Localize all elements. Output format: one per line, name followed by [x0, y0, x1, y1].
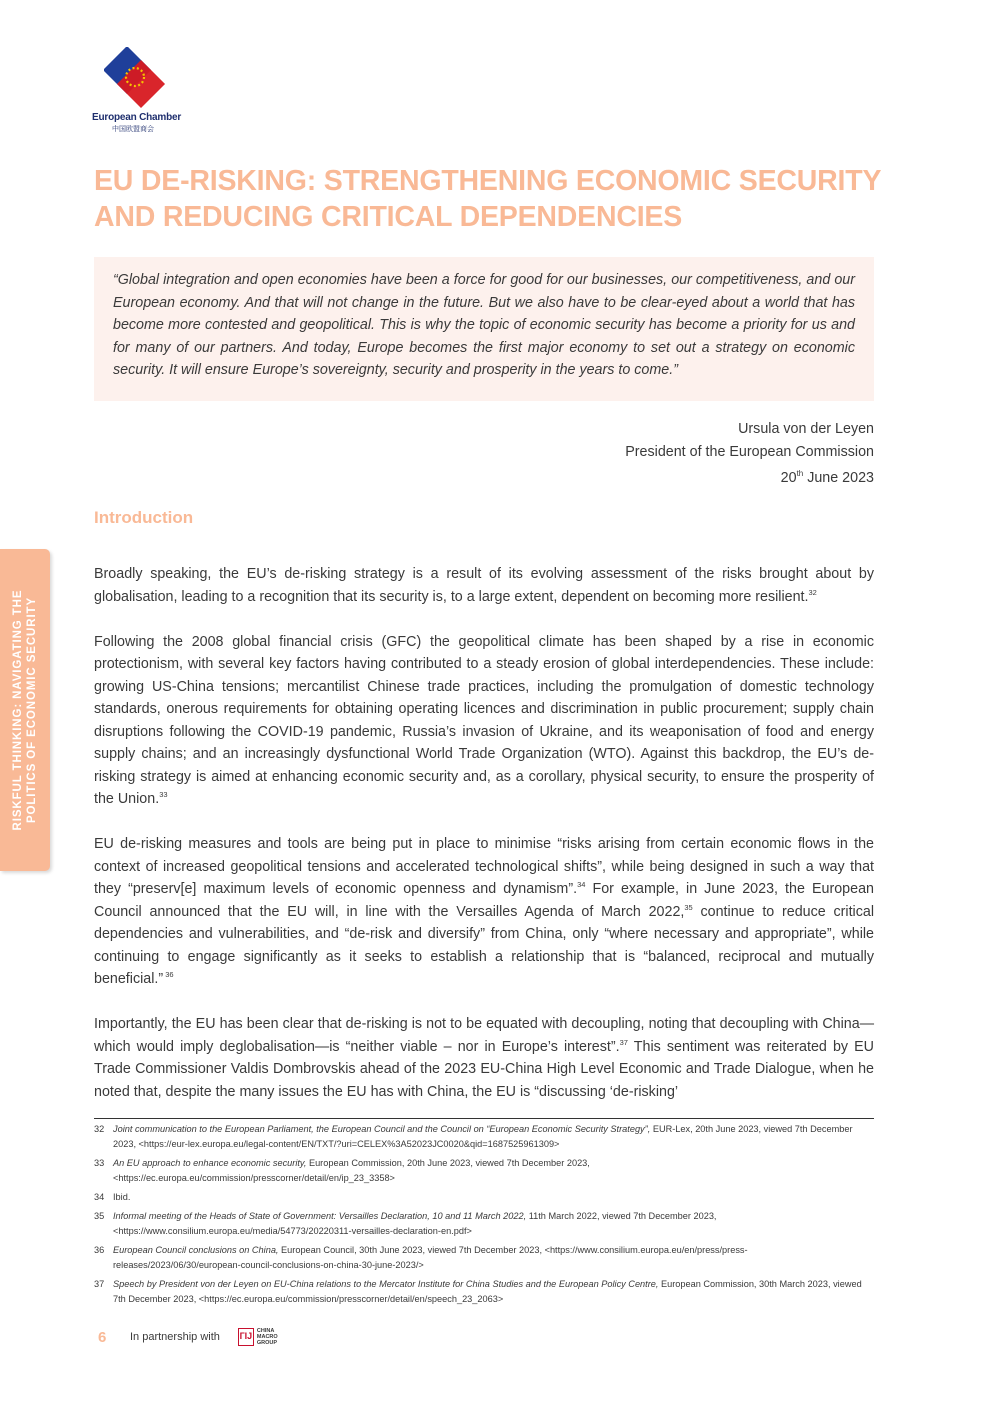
page-footer: [98, 1328, 278, 1346]
footnote: 36 European Council conclusions on China, European Council, 30th June 2023, viewed 7th December 2023, <https://www.consilium.europa.eu/en/press/press-releases/2023/06/30/european-council-conclusions-on-china-30-june-2023/>: [94, 1245, 748, 1270]
quote-box: [94, 257, 874, 401]
footnote: 32 Joint communication to the European Parliament, the European Council and the Council on “European Economic Security Strategy”, EUR-Lex, 20th June 2023, viewed 7th December 2023, <https://eur-lex.europa.eu/legal-content/EN/TXT/?uri=CELEX%3A52023JC0020&qid=1687525961309>: [94, 1124, 853, 1149]
chapter-side-tab: [0, 549, 50, 871]
paragraph-4: Importantly, the EU has been clear that de-risking is not to be equated with decoupling, noting that decoupling with China—which would imply deglobalisation—is “neither viable – nor in Europe’s interest”.$^{37}$ This sentiment was reiterated by EU Trade Commissioner Valdis Dombrovskis ahead of the 2023 EU-China High Level Economic and Trade Dialogue, when he noted that, despite the many issues the EU has with China, the EU is “discussing ‘de-risking’: [94, 1016, 874, 1100]
attribution-role: President of the European Commission: [625, 443, 874, 460]
footnote: 33 An EU approach to enhance economic security, European Commission, 20th June 2023, viewed 7th December 2023, <https://ec.europa.eu/commission/presscorner/detail/en/ip_23_3358>: [94, 1158, 590, 1183]
china-macro-group-logo: ГIJ CHINA MACRO GROUP: [239, 1328, 278, 1346]
attribution-date: 20th June 2023: [780, 469, 874, 486]
side-tab-text: RISKFUL THINKING: NAVIGATING THE POLITICS OF ECONOMIC SECURITY: [12, 589, 38, 831]
attribution-name: Ursula von der Leyen: [738, 421, 874, 437]
paragraph-3: EU de-risking measures and tools are being put in place to minimise “risks arising from certain economic flows in the context of increased geopolitical tensions and accelerated technological shifts”, while being designed in such a way that they “preserv[e] maximum levels of economic openness and dynamism”.$^{34}$ For example, in June 2023, the European Council announced that the EU will, in line with the Versailles Agenda of March 2022,35 continue to reduce critical dependencies and vulnerabilities, and “de-risk and diversify” from China, only “where necessary and appropriate”, while continuing to engage significantly as it seeks to establish a relationship that is “balanced, reciprocal and mutually beneficial.” $^{36}$: [94, 836, 875, 987]
european-chamber-logo: [92, 47, 192, 134]
footnotes: [94, 1122, 864, 1307]
logo-name: European Chamber: [92, 112, 182, 123]
footnote-divider: [94, 1118, 874, 1119]
cmg-mark-icon: ГIJ: [238, 1328, 254, 1346]
logo-chinese-name: 中国欧盟商会: [112, 126, 154, 133]
page-title: EU DE-RISKING: STRENGTHENING ECONOMIC SECURITY AND REDUCING CRITICAL DEPENDENCIES: [94, 165, 881, 233]
section-heading: Introduction: [94, 508, 194, 527]
partner-text: In partnership with: [130, 1331, 220, 1343]
paragraph-2: Following the 2008 global financial crisis (GFC) the geopolitical climate has been shaped by a rise in economic protectionism, with several key factors having contributed to a steady erosion of global interdependencies. These include: growing US-China tensions; mercantilist Chinese trade practices, including the promulgation of domestic technology standards, onerous requirements for obtaining operating licences and discrimination in public procurement; supply chain disruptions following the COVID-19 pandemic, Russia’s invasion of Ukraine, and its weaponisation of food and energy supply chains; and an increasingly dysfunctional World Trade Organization (WTO). Against this backdrop, the EU’s de-risking strategy is aimed at enhancing economic security and, as a corollary, physical security, to ensure the prosperity of the Union.$^{33}$: [94, 633, 874, 807]
chamber-emblem-icon: [104, 47, 168, 109]
page-number: 6: [98, 1328, 107, 1346]
body-text: [94, 563, 874, 1126]
footnote: 34 Ibid.: [94, 1192, 131, 1202]
footnote: 35 Informal meeting of the Heads of State of Government: Versailles Declaration, 10 and 11 March 2022, 11th March 2022, viewed 7th December 2023, <https://www.consilium.europa.eu/media/54773/20220311-versailles-declaration-en.pdf>: [94, 1211, 717, 1236]
paragraph-1: Broadly speaking, the EU’s de-risking strategy is a result of its evolving assessment of the risks brought about by globalisation, leading to a recognition that its security is, to a large extent, dependent on becoming more resilient.$^{32}$: [94, 566, 874, 605]
quote-text: “Global integration and open economies have been a force for good for our businesses, our competitiveness, and our European economy. And that will not change in the future. But we also have to be clear-eyed about a world that has become more contested and geopolitical. This is why the topic of economic security has become a priority for us and for many of our partners. And today, Europe becomes the first major economy to set out a strategy on economic security. It will ensure Europe’s sovereignty, security and prosperity in the years to come.”: [113, 272, 855, 378]
quote-attribution: [625, 418, 874, 489]
footnote: 37 Speech by President von der Leyen on EU-China relations to the Mercator Institute for China Studies and the European Policy Centre, European Commission, 30th March 2023, viewed 7th December 2023, <https://ec.europa.eu/commission/presscorner/detail/en/speech_23_2063>: [94, 1279, 862, 1304]
